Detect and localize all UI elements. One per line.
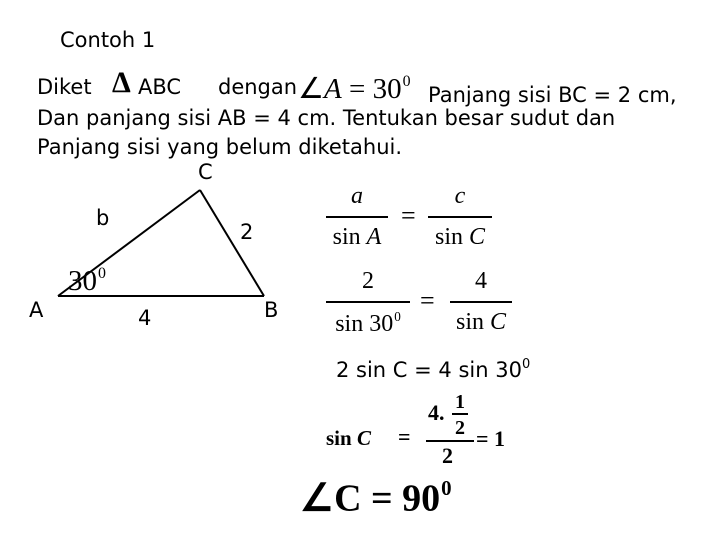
sub-fraction-right: 4 sin C	[450, 268, 512, 340]
rule-fraction-right: c sin C	[428, 183, 492, 255]
rule-equals: =	[401, 201, 416, 230]
rule-fraction-left: a sin A	[326, 183, 388, 255]
step4-result: = 1	[476, 426, 506, 451]
vertex-c-label: C	[198, 160, 213, 184]
angle-eq: = 30	[341, 72, 402, 105]
problem-line3: Panjang sisi yang belum diketahui.	[37, 135, 403, 159]
problem-line2: Dan panjang sisi AB = 4 cm. Tentukan besar sudut dan	[37, 106, 616, 130]
diket-label: Diket	[37, 75, 92, 99]
dengan-label: dengan	[218, 75, 298, 99]
angle-degree: 0	[402, 73, 411, 90]
half-fraction: 1 2	[452, 391, 468, 441]
angle-a-label: $30^0$	[68, 264, 106, 297]
final-answer: ∠C = $90^0$	[300, 476, 452, 520]
side-cb	[200, 190, 264, 296]
vertex-b-label: B	[264, 298, 279, 322]
step4-fraction-bar	[426, 440, 474, 442]
side-bc-label: 2	[240, 220, 254, 244]
sinc-label: sin C	[326, 426, 371, 450]
problem-line1-end: Panjang sisi BC = 2 cm,	[428, 83, 677, 107]
step4-equals: =	[398, 424, 411, 449]
step4-denominator: 2	[442, 443, 453, 468]
angle-var: A	[324, 72, 342, 105]
vertex-a-label: A	[29, 298, 44, 322]
angle-icon: ∠	[298, 72, 324, 105]
triangle-name: ABC	[138, 75, 182, 99]
sub-equals: =	[420, 286, 435, 315]
slide-title: Contoh 1	[60, 28, 156, 52]
step4-numerator-four: 4.	[428, 400, 445, 425]
sub-fraction-left: 2 $\sin 30^0$	[326, 268, 410, 340]
side-ab-label: 4	[138, 306, 152, 330]
step3-equation: 2 sin C = 4 $\sin 30^0$	[336, 357, 531, 382]
side-b-label: b	[96, 206, 110, 230]
triangle-icon: Δ	[112, 66, 131, 99]
